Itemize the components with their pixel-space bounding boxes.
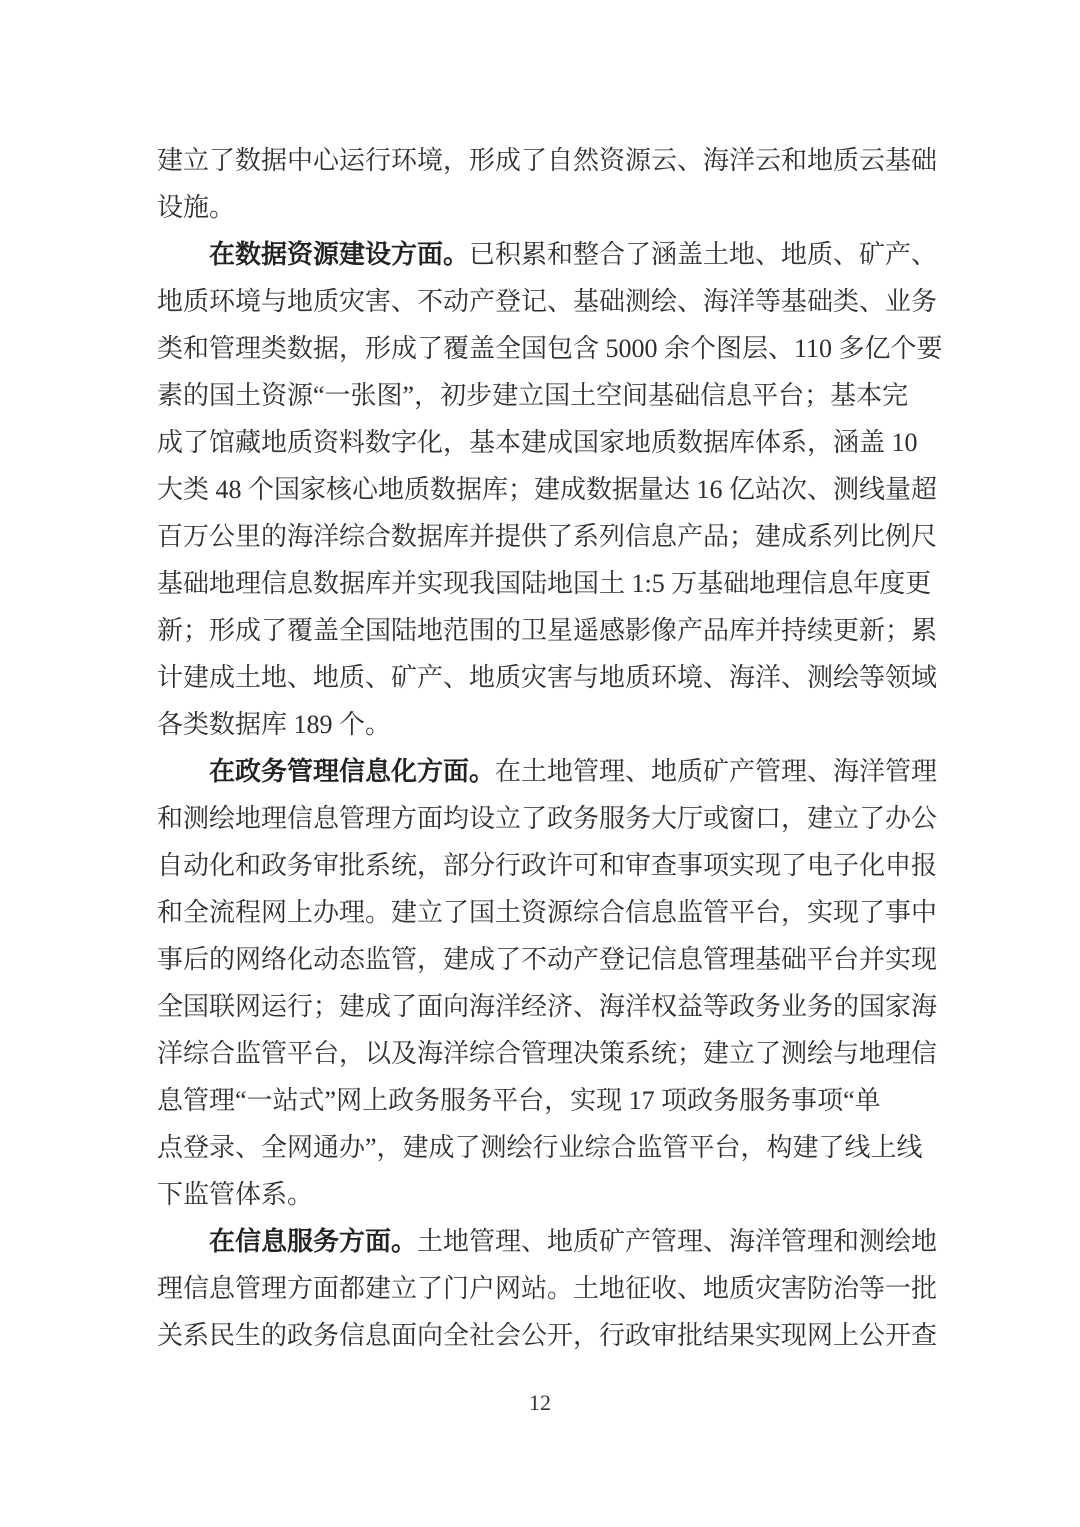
line-text: 事后的网络化动态监管，建成了不动产登记信息管理基础平台并实现 [157,945,938,974]
line-text: 基础地理信息数据库并实现我国陆地国土 1:5 万基础地理信息年度更 [157,569,932,598]
line-text: 大类 48 个国家核心地质数据库；建成数据量达 16 亿站次、测线量超 [157,475,938,504]
text-line [157,1171,932,1218]
text-line [157,513,938,560]
text-line [157,466,938,513]
line-text: 全国联网运行；建成了面向海洋经济、海洋权益等政务业务的国家海 [157,992,938,1021]
line-text: 已积累和整合了涵盖土地、地质、矿产、 [469,240,938,269]
line-text: 新；形成了覆盖全国陆地范围的卫星遥感影像产品库并持续更新；累 [157,616,938,645]
text-line [157,983,938,1030]
line-text: 类和管理类数据，形成了覆盖全国包含 5000 余个图层、110 多亿个要 [157,334,943,363]
paragraph-heading: 在政务管理信息化方面。 [209,757,496,786]
line-text: 百万公里的海洋综合数据库并提供了系列信息产品；建成系列比例尺 [157,522,938,551]
line-text: 各类数据库 189 个。 [157,710,392,739]
text-line [157,184,932,231]
text-line [157,701,932,748]
line-text: 在土地管理、地质矿产管理、海洋管理 [495,757,938,786]
text-line [157,372,932,419]
line-text: 理信息管理方面都建立了门户网站。土地征收、地质灾害防治等一批 [157,1274,938,1303]
line-text: 素的国土资源“一张图”，初步建立国土空间基础信息平台；基本完 [157,381,909,410]
line-text: 点登录、全网通办”，建成了测绘行业综合监管平台，构建了线上线 [157,1133,923,1162]
text-line [157,560,932,607]
text-line-paragraph-start [157,231,938,278]
text-line [157,278,938,325]
text-line [157,419,932,466]
line-text: 成了馆藏地质资料数字化，基本建成国家地质数据库体系，涵盖 10 [157,428,918,457]
line-text: 洋综合监管平台，以及海洋综合管理决策系统；建立了测绘与地理信 [157,1039,938,1068]
text-line [157,842,938,889]
paragraph-heading: 在信息服务方面。 [209,1227,418,1256]
line-text: 土地管理、地质矿产管理、海洋管理和测绘地 [417,1227,938,1256]
document-text-block [157,137,943,1359]
line-text: 关系民生的政务信息面向全社会公开，行政审批结果实现网上公开查 [157,1321,938,1350]
line-text: 计建成土地、地质、矿产、地质灾害与地质环境、海洋、测绘等领域 [157,663,938,692]
text-line [157,1265,938,1312]
text-line [157,654,938,701]
text-line-paragraph-start [157,1218,938,1265]
text-line [157,607,938,654]
text-line-paragraph-start [157,748,938,795]
text-line [157,325,943,372]
line-text: 建立了数据中心运行环境，形成了自然资源云、海洋云和地质云基础 [157,146,938,175]
line-text: 地质环境与地质灾害、不动产登记、基础测绘、海洋等基础类、业务 [157,287,938,316]
page-number: 12 [529,1390,551,1415]
text-line [157,1030,938,1077]
text-line [157,936,938,983]
line-text: 自动化和政务审批系统，部分行政许可和审查事项实现了电子化申报 [157,851,938,880]
line-text: 和测绘地理信息管理方面均设立了政务服务大厅或窗口，建立了办公 [157,804,938,833]
text-line [157,889,938,936]
text-line [157,1077,932,1124]
line-text: 息管理“一站式”网上政务服务平台，实现 17 项政务服务事项“单 [157,1086,881,1115]
line-text: 和全流程网上办理。建立了国土资源综合信息监管平台，实现了事中 [157,898,938,927]
paragraph-heading: 在数据资源建设方面。 [209,240,470,269]
line-text: 下监管体系。 [157,1180,314,1209]
text-line [157,137,938,184]
line-text: 设施。 [157,193,236,222]
text-line [157,795,938,842]
text-line [157,1312,938,1359]
text-line [157,1124,932,1171]
